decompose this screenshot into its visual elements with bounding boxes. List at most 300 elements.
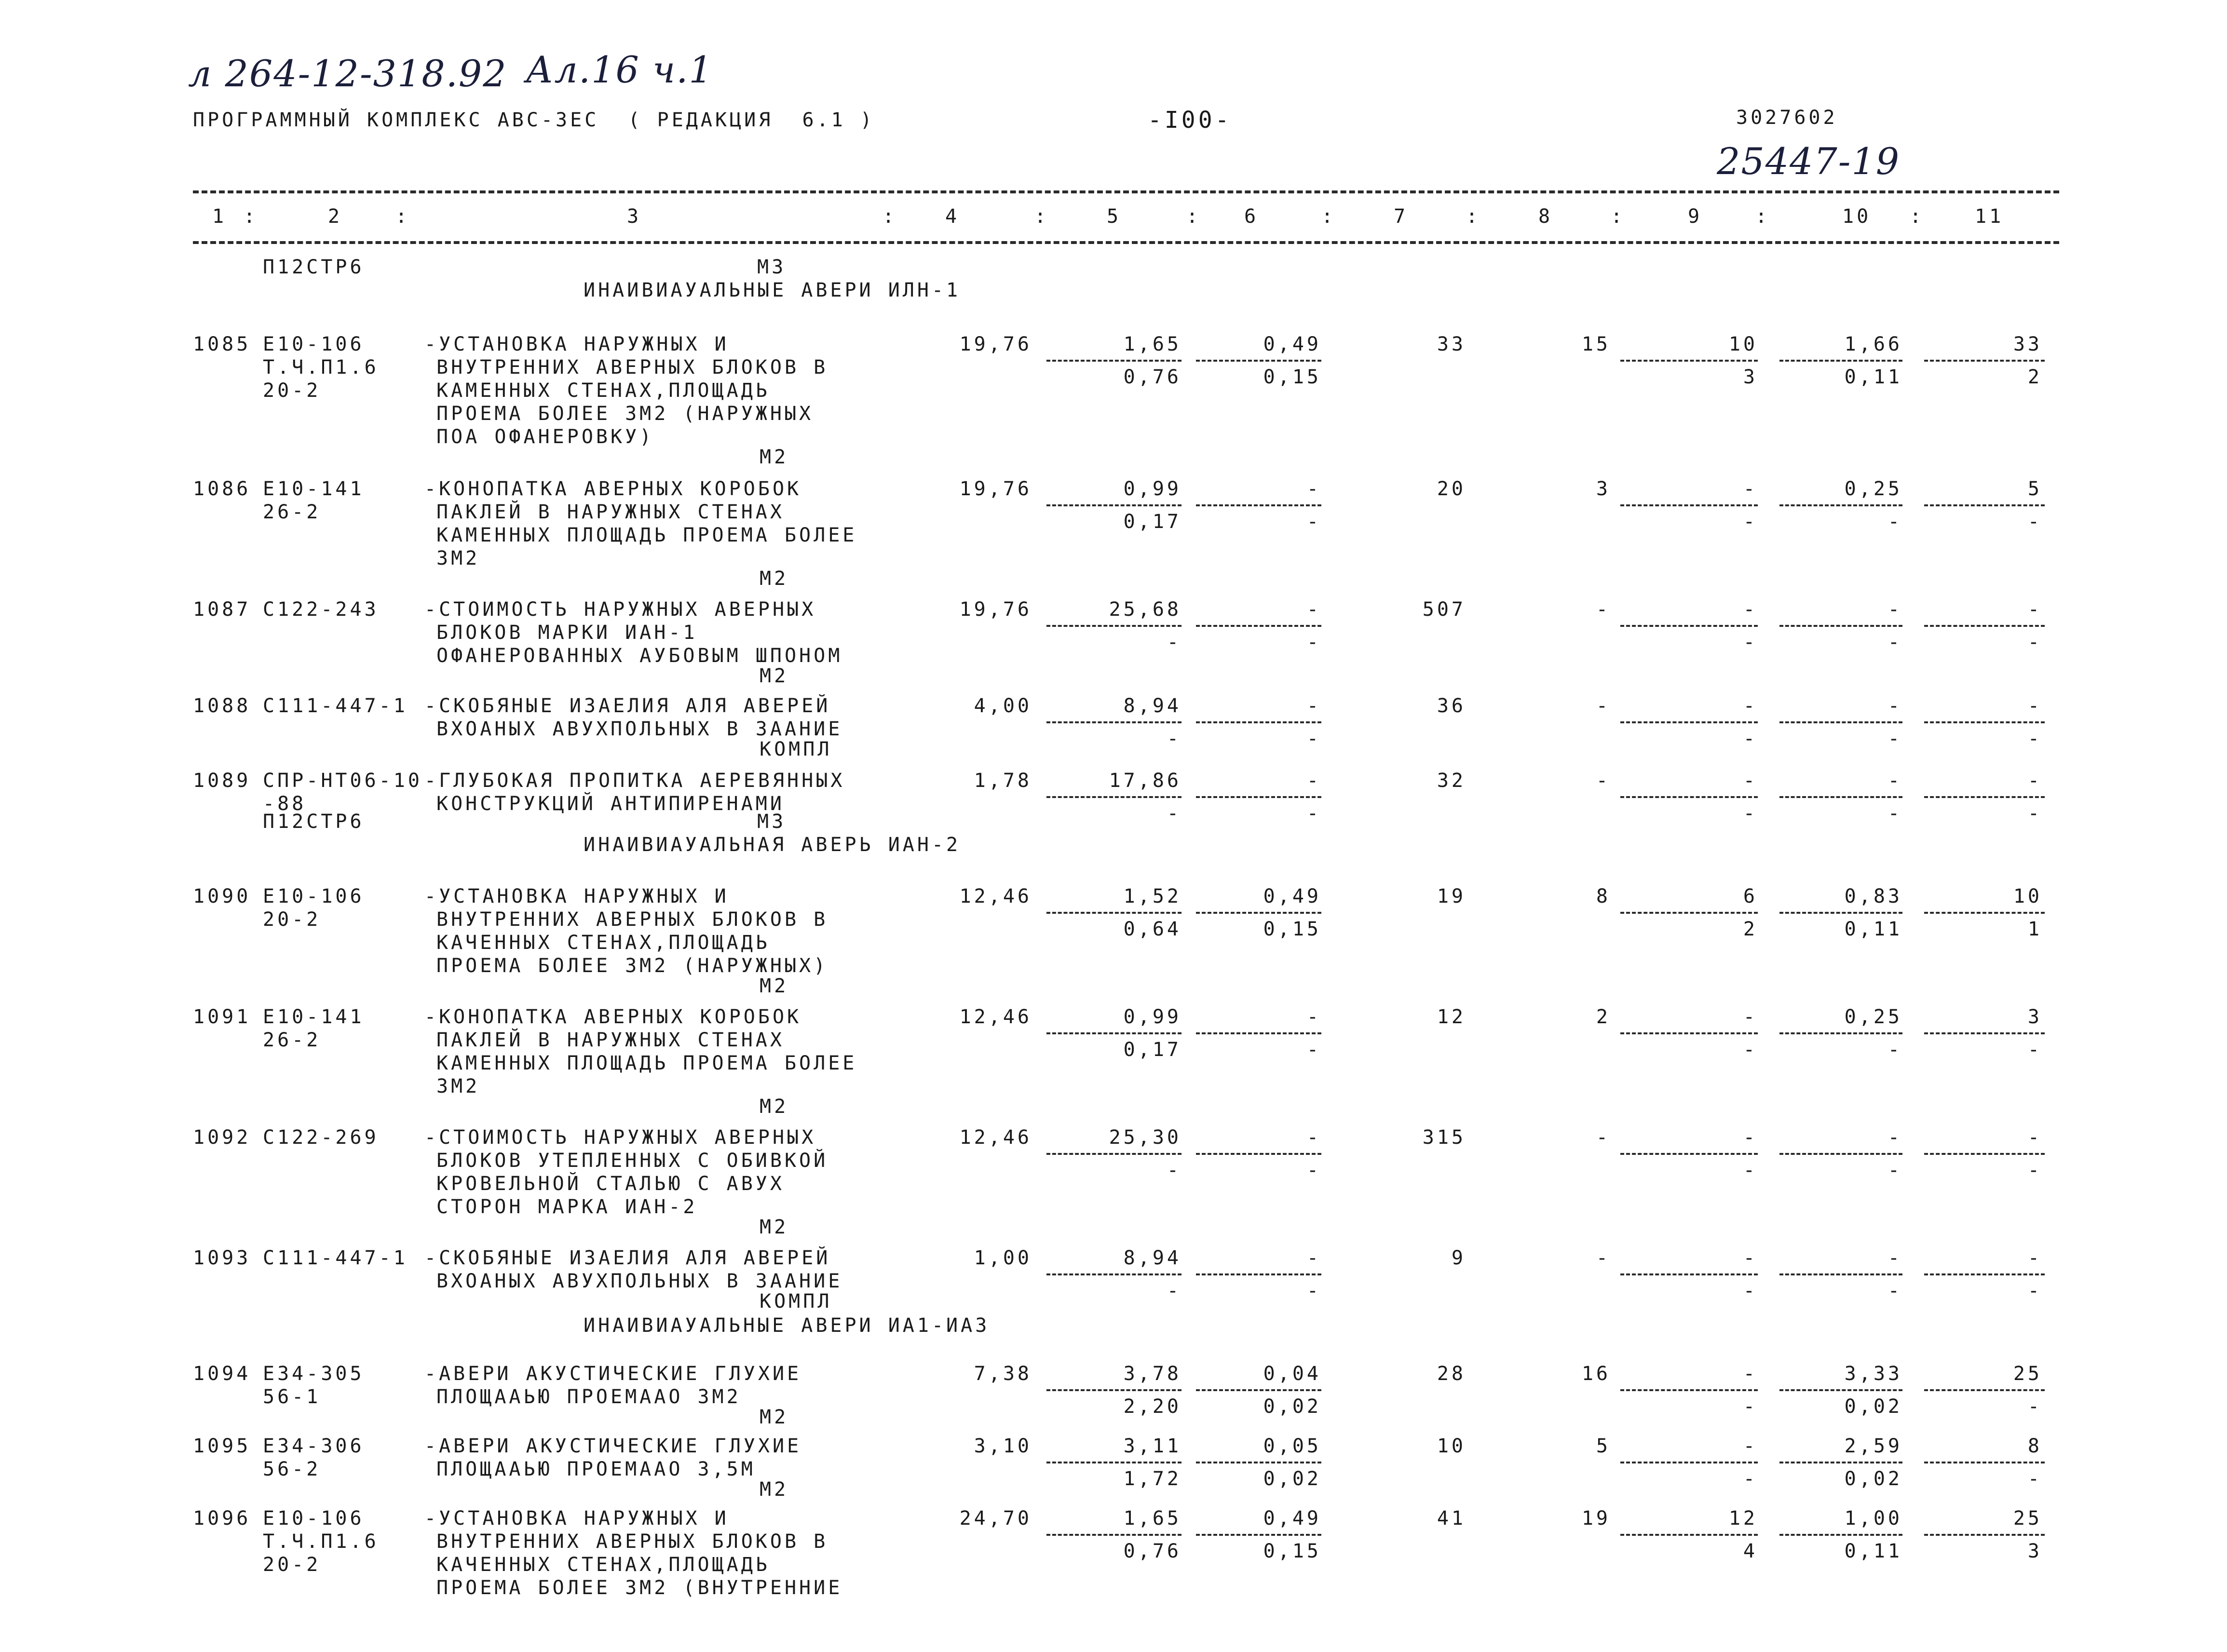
cell-c10b: - xyxy=(1888,1159,1902,1181)
row-subtotal-divider xyxy=(1196,1389,1321,1391)
row-subtotal-divider xyxy=(1620,360,1758,362)
row-subtotal-divider xyxy=(1779,721,1902,723)
row-number: 1089 xyxy=(193,770,251,792)
row-subtotal-divider xyxy=(1046,1032,1181,1034)
row-description-line: -ГЛУБОКАЯ ПРОПИТКА АЕРЕВЯННЫХ xyxy=(424,770,845,792)
cell-c6: 0,49 xyxy=(1263,885,1321,907)
row-subtotal-divider xyxy=(1779,1032,1902,1034)
row-subtotal-divider xyxy=(1196,1032,1321,1034)
row-subtotal-divider xyxy=(1924,1534,2045,1536)
cell-c4: 7,38 xyxy=(974,1363,1032,1385)
column-header-cell: : xyxy=(883,205,897,228)
row-subtotal-divider xyxy=(1924,1032,2045,1034)
row-subtotal-divider xyxy=(1620,1032,1758,1034)
cell-c11b: - xyxy=(2027,802,2042,825)
cell-c5b: 2,20 xyxy=(1123,1395,1181,1418)
cell-c8: - xyxy=(1596,695,1611,717)
cell-c5b: 0,17 xyxy=(1123,1039,1181,1061)
cell-c11b: - xyxy=(2027,1039,2042,1061)
cell-c6: - xyxy=(1306,478,1321,500)
cell-c9: - xyxy=(1743,770,1758,792)
row-description-line: ПРОЕМА БОЛЕЕ 3М2 (НАРУЖНЫХ xyxy=(436,403,814,425)
cell-c10: - xyxy=(1888,695,1902,717)
cell-c9b: - xyxy=(1743,1395,1758,1418)
row-description-line: -СТОИМОСТЬ НАРУЖНЫХ АВЕРНЫХ xyxy=(424,1126,816,1149)
row-code: С111-447-1 xyxy=(263,695,408,717)
top-divider xyxy=(193,190,2059,193)
cell-c5: 1,65 xyxy=(1123,333,1181,355)
row-description-line: -УСТАНОВКА НАРУЖНЫХ И xyxy=(424,885,729,907)
cell-c7: 33 xyxy=(1437,333,1466,355)
row-unit: М2 xyxy=(760,1478,789,1501)
section-code: П12СТР6 xyxy=(263,811,365,833)
row-subtotal-divider xyxy=(1779,625,1902,627)
cell-c5: 8,94 xyxy=(1123,695,1181,717)
row-subtotal-divider xyxy=(1924,796,2045,798)
row-number: 1086 xyxy=(193,478,251,500)
row-subtotal-divider xyxy=(1046,912,1181,914)
row-unit: М2 xyxy=(760,1096,789,1118)
row-subtotal-divider xyxy=(1620,1273,1758,1275)
row-number: 1085 xyxy=(193,333,251,355)
cell-c9: - xyxy=(1743,478,1758,500)
cell-c10: 1,66 xyxy=(1844,333,1902,355)
row-description-line: ВНУТРЕННИХ АВЕРНЫХ БЛОКОВ В xyxy=(436,1530,828,1553)
row-description-line: КАМЕННЫХ ПЛОЩАДЬ ПРОЕМА БОЛЕЕ xyxy=(436,524,857,546)
cell-c4: 1,78 xyxy=(974,770,1032,792)
cell-c5: 25,68 xyxy=(1109,598,1181,621)
cell-c9b: - xyxy=(1743,728,1758,750)
column-header-cell: 1 xyxy=(212,205,227,228)
row-description-line: КРОВЕЛЬНОЙ СТАЛЬЮ С АВУХ xyxy=(436,1173,785,1195)
row-subtotal-divider xyxy=(1779,360,1902,362)
cell-c11: - xyxy=(2027,1247,2042,1269)
cell-c9b: 3 xyxy=(1743,366,1758,388)
cell-c6b: 0,15 xyxy=(1263,1540,1321,1562)
row-code-line2: Т.Ч.П1.6 xyxy=(263,356,379,379)
row-subtotal-divider xyxy=(1779,1462,1902,1463)
row-description-line: ВНУТРЕННИХ АВЕРНЫХ БЛОКОВ В xyxy=(436,908,828,931)
cell-c10: 3,33 xyxy=(1844,1363,1902,1385)
row-subtotal-divider xyxy=(1196,504,1321,506)
cell-c8: 3 xyxy=(1596,478,1611,500)
row-description-line: ПРОЕМА БОЛЕЕ 3М2 (ВНУТРЕННИЕ xyxy=(436,1577,843,1599)
cell-c9: - xyxy=(1743,1126,1758,1149)
cell-c6: - xyxy=(1306,1006,1321,1028)
cell-c10b: - xyxy=(1888,728,1902,750)
row-number: 1093 xyxy=(193,1247,251,1269)
cell-c7: 36 xyxy=(1437,695,1466,717)
cell-c9: 10 xyxy=(1728,333,1758,355)
cell-c8: 2 xyxy=(1596,1006,1611,1028)
cell-c11: - xyxy=(2027,770,2042,792)
row-description-line: -УСТАНОВКА НАРУЖНЫХ И xyxy=(424,333,729,355)
row-unit: М2 xyxy=(760,1406,789,1428)
row-code-line2: 26-2 xyxy=(263,501,321,523)
row-code: С111-447-1 xyxy=(263,1247,408,1269)
cell-c10: - xyxy=(1888,770,1902,792)
cell-c5: 1,65 xyxy=(1123,1507,1181,1530)
cell-c4: 4,00 xyxy=(974,695,1032,717)
column-header-cell: : xyxy=(244,205,258,228)
cell-c6b: - xyxy=(1306,511,1321,533)
cell-c6: - xyxy=(1306,1126,1321,1149)
row-code: С122-243 xyxy=(263,598,379,621)
cell-c4: 12,46 xyxy=(959,885,1032,907)
cell-c9: - xyxy=(1743,1247,1758,1269)
column-header-cell: 9 xyxy=(1688,205,1703,228)
cell-c5b: 1,72 xyxy=(1123,1468,1181,1490)
cell-c5b: - xyxy=(1167,728,1181,750)
cell-c9b: - xyxy=(1743,1159,1758,1181)
column-header-cell: 11 xyxy=(1975,205,2004,228)
row-subtotal-divider xyxy=(1196,912,1321,914)
cell-c11: 5 xyxy=(2027,478,2042,500)
cell-c9: - xyxy=(1743,1435,1758,1457)
row-number: 1096 xyxy=(193,1507,251,1530)
cell-c10: - xyxy=(1888,598,1902,621)
cell-c6b: - xyxy=(1306,728,1321,750)
row-subtotal-divider xyxy=(1196,721,1321,723)
row-code: Е10-106 xyxy=(263,333,365,355)
row-description-line: БЛОКОВ МАРКИ ИАН-1 xyxy=(436,622,698,644)
row-subtotal-divider xyxy=(1620,1389,1758,1391)
cell-c7: 28 xyxy=(1437,1363,1466,1385)
row-number: 1090 xyxy=(193,885,251,907)
column-header-cell: 2 xyxy=(328,205,343,228)
row-code: СПР-НТ06-10 xyxy=(263,770,422,792)
cell-c9b: - xyxy=(1743,1468,1758,1490)
row-unit: М2 xyxy=(760,1216,789,1238)
cell-c5: 1,52 xyxy=(1123,885,1181,907)
row-subtotal-divider xyxy=(1046,1153,1181,1155)
cell-c7: 12 xyxy=(1437,1006,1466,1028)
cell-c10: 0,25 xyxy=(1844,1006,1902,1028)
section-title: ИНАИВИАУАЛЬНЫЕ АВЕРИ ИА1-ИАЗ xyxy=(584,1314,990,1337)
row-subtotal-divider xyxy=(1046,1273,1181,1275)
row-number: 1087 xyxy=(193,598,251,621)
row-unit: М2 xyxy=(760,975,789,997)
cell-c9: - xyxy=(1743,1363,1758,1385)
column-header-cell: : xyxy=(395,205,410,228)
cell-c6b: 0,02 xyxy=(1263,1468,1321,1490)
cell-c9: - xyxy=(1743,1006,1758,1028)
cell-c8: 16 xyxy=(1581,1363,1611,1385)
cell-c8: 19 xyxy=(1581,1507,1611,1530)
row-description-line: ВНУТРЕННИХ АВЕРНЫХ БЛОКОВ В xyxy=(436,356,828,379)
row-description-line: КОНСТРУКЦИЙ АНТИПИРЕНАМИ xyxy=(436,793,785,815)
row-unit: КОМПЛ xyxy=(760,1290,832,1313)
cell-c7: 20 xyxy=(1437,478,1466,500)
cell-c9b: - xyxy=(1743,631,1758,653)
cell-c11b: - xyxy=(2027,511,2042,533)
cell-c6b: 0,15 xyxy=(1263,366,1321,388)
column-header-cell: : xyxy=(1034,205,1049,228)
cell-c9: 6 xyxy=(1743,885,1758,907)
cell-c5: 0,99 xyxy=(1123,478,1181,500)
cell-c5b: 0,76 xyxy=(1123,1540,1181,1562)
column-header-cell: : xyxy=(1910,205,1925,228)
row-subtotal-divider xyxy=(1620,1534,1758,1536)
cell-c10b: - xyxy=(1888,1039,1902,1061)
cell-c4: 19,76 xyxy=(959,333,1032,355)
cell-c10b: - xyxy=(1888,1280,1902,1302)
cell-c4: 12,46 xyxy=(959,1126,1032,1149)
row-description-line: 3М2 xyxy=(436,1075,480,1097)
handwritten-album-ref: Ал.16 ч.1 xyxy=(526,48,713,91)
cell-c8: 5 xyxy=(1596,1435,1611,1457)
row-description-line: -КОНОПАТКА АВЕРНЫХ КОРОБОК xyxy=(424,1006,802,1028)
header-divider xyxy=(193,241,2059,244)
cell-c11b: - xyxy=(2027,728,2042,750)
cell-c4: 24,70 xyxy=(959,1507,1032,1530)
row-description-line: -СТОИМОСТЬ НАРУЖНЫХ АВЕРНЫХ xyxy=(424,598,816,621)
cell-c6b: - xyxy=(1306,1280,1321,1302)
row-description-line: СТОРОН МАРКА ИАН-2 xyxy=(436,1196,698,1218)
cell-c6: 0,49 xyxy=(1263,1507,1321,1530)
cell-c11b: 2 xyxy=(2027,366,2042,388)
row-description-line: -УСТАНОВКА НАРУЖНЫХ И xyxy=(424,1507,729,1530)
column-header-cell: 8 xyxy=(1538,205,1553,228)
cell-c7: 507 xyxy=(1422,598,1466,621)
row-subtotal-divider xyxy=(1046,1534,1181,1536)
row-number: 1092 xyxy=(193,1126,251,1149)
row-description-line: КАМЕННЫХ СТЕНАХ,ПЛОЩАДЬ xyxy=(436,379,770,402)
row-number: 1088 xyxy=(193,695,251,717)
cell-c8: - xyxy=(1596,598,1611,621)
handwritten-number: 25447-19 xyxy=(1717,140,1901,183)
row-code: Е34-306 xyxy=(263,1435,365,1457)
cell-c8: - xyxy=(1596,770,1611,792)
cell-c10b: - xyxy=(1888,631,1902,653)
row-description-line: -СКОБЯНЫЕ ИЗАЕЛИЯ АЛЯ АВЕРЕЙ xyxy=(424,695,831,717)
row-unit: М2 xyxy=(760,446,789,468)
cell-c8: - xyxy=(1596,1247,1611,1269)
column-header-cell: 7 xyxy=(1394,205,1409,228)
row-subtotal-divider xyxy=(1924,912,2045,914)
row-subtotal-divider xyxy=(1620,1153,1758,1155)
row-code: Е34-305 xyxy=(263,1363,365,1385)
row-subtotal-divider xyxy=(1779,1153,1902,1155)
row-subtotal-divider xyxy=(1779,796,1902,798)
cell-c9b: 2 xyxy=(1743,918,1758,940)
cell-c10b: 0,11 xyxy=(1844,366,1902,388)
row-code: Е10-141 xyxy=(263,1006,365,1028)
row-description-line: ПАКЛЕЙ В НАРУЖНЫХ СТЕНАХ xyxy=(436,1029,785,1051)
cell-c6b: - xyxy=(1306,1159,1321,1181)
row-subtotal-divider xyxy=(1046,1389,1181,1391)
cell-c11b: - xyxy=(2027,1280,2042,1302)
cell-c4: 3,10 xyxy=(974,1435,1032,1457)
cell-c5b: 0,17 xyxy=(1123,511,1181,533)
row-description-line: КАМЕННЫХ ПЛОЩАДЬ ПРОЕМА БОЛЕЕ xyxy=(436,1052,857,1074)
row-subtotal-divider xyxy=(1924,360,2045,362)
cell-c9b: - xyxy=(1743,1280,1758,1302)
cell-c11: - xyxy=(2027,695,2042,717)
row-description-line: ВХОАНЫХ АВУХПОЛЬНЫХ В ЗААНИЕ xyxy=(436,1270,843,1292)
row-subtotal-divider xyxy=(1196,360,1321,362)
column-header-cell: 6 xyxy=(1244,205,1259,228)
row-code: Е10-106 xyxy=(263,885,365,907)
cell-c6: 0,49 xyxy=(1263,333,1321,355)
row-code-line2: Т.Ч.П1.6 xyxy=(263,1530,379,1553)
row-description-line: КАЧЕННЫХ СТЕНАХ,ПЛОЩАДЬ xyxy=(436,932,770,954)
section-title: ИНАИВИАУАЛЬНАЯ АВЕРЬ ИАН-2 xyxy=(584,834,961,856)
cell-c6b: 0,15 xyxy=(1263,918,1321,940)
row-description-line: -КОНОПАТКА АВЕРНЫХ КОРОБОК xyxy=(424,478,802,500)
cell-c6: - xyxy=(1306,695,1321,717)
row-code-line3: 20-2 xyxy=(263,379,321,402)
cell-c10b: 0,11 xyxy=(1844,1540,1902,1562)
cell-c11b: - xyxy=(2027,631,2042,653)
row-subtotal-divider xyxy=(1620,912,1758,914)
row-code: Е10-141 xyxy=(263,478,365,500)
cell-c9b: - xyxy=(1743,802,1758,825)
row-description-line: ВХОАНЫХ АВУХПОЛЬНЫХ В ЗААНИЕ xyxy=(436,718,843,740)
cell-c5: 3,11 xyxy=(1123,1435,1181,1457)
cell-c7: 32 xyxy=(1437,770,1466,792)
cell-c10b: 0,02 xyxy=(1844,1468,1902,1490)
cell-c9: 12 xyxy=(1728,1507,1758,1530)
row-subtotal-divider xyxy=(1196,1153,1321,1155)
cell-c6: - xyxy=(1306,770,1321,792)
row-subtotal-divider xyxy=(1046,796,1181,798)
cell-c5b: 0,64 xyxy=(1123,918,1181,940)
cell-c11b: - xyxy=(2027,1159,2042,1181)
cell-c11: 8 xyxy=(2027,1435,2042,1457)
cell-c5: 0,99 xyxy=(1123,1006,1181,1028)
row-subtotal-divider xyxy=(1620,504,1758,506)
cell-c5b: 0,76 xyxy=(1123,366,1181,388)
row-subtotal-divider xyxy=(1779,1273,1902,1275)
row-description-line: ПЛОЩААЬЮ ПРОЕМААО 3М2 xyxy=(436,1386,741,1408)
cell-c10b: - xyxy=(1888,511,1902,533)
row-subtotal-divider xyxy=(1924,721,2045,723)
column-header-cell: 3 xyxy=(627,205,642,228)
row-description-line: ПОА ОФАНЕРОВКУ) xyxy=(436,426,654,448)
cell-c9b: - xyxy=(1743,511,1758,533)
row-subtotal-divider xyxy=(1620,796,1758,798)
row-subtotal-divider xyxy=(1779,504,1902,506)
page-number: -I00- xyxy=(1148,107,1232,134)
row-description-line: ПРОЕМА БОЛЕЕ 3М2 (НАРУЖНЫХ) xyxy=(436,955,828,977)
cell-c9b: 4 xyxy=(1743,1540,1758,1562)
cell-c7: 19 xyxy=(1437,885,1466,907)
cell-c10b: 0,02 xyxy=(1844,1395,1902,1418)
column-header-cell: : xyxy=(1466,205,1481,228)
cell-c9: - xyxy=(1743,598,1758,621)
cell-c4: 1,00 xyxy=(974,1247,1032,1269)
cell-c7: 41 xyxy=(1437,1507,1466,1530)
cell-c6b: 0,02 xyxy=(1263,1395,1321,1418)
cell-c11: 10 xyxy=(2013,885,2042,907)
row-subtotal-divider xyxy=(1924,1462,2045,1463)
cell-c11: 33 xyxy=(2013,333,2042,355)
row-code-line2: 26-2 xyxy=(263,1029,321,1051)
row-description-line: ОФАНЕРОВАННЫХ АУБОВЫМ ШПОНОМ xyxy=(436,645,843,667)
section-unit: М3 xyxy=(757,811,787,833)
section-unit: М3 xyxy=(757,256,787,278)
cell-c6b: - xyxy=(1306,631,1321,653)
row-subtotal-divider xyxy=(1924,1389,2045,1391)
column-header-cell: 5 xyxy=(1107,205,1122,228)
row-subtotal-divider xyxy=(1924,504,2045,506)
cell-c11: 3 xyxy=(2027,1006,2042,1028)
column-header-cell: 10 xyxy=(1842,205,1872,228)
cell-c11: 25 xyxy=(2013,1507,2042,1530)
row-subtotal-divider xyxy=(1046,504,1181,506)
cell-c10: 1,00 xyxy=(1844,1507,1902,1530)
section-code: П12СТР6 xyxy=(263,256,365,278)
cell-c8: 15 xyxy=(1581,333,1611,355)
row-subtotal-divider xyxy=(1620,1462,1758,1463)
cell-c10: 2,59 xyxy=(1844,1435,1902,1457)
cell-c9: - xyxy=(1743,695,1758,717)
cell-c10: 0,83 xyxy=(1844,885,1902,907)
row-subtotal-divider xyxy=(1196,625,1321,627)
cell-c6: - xyxy=(1306,598,1321,621)
column-header-cell: : xyxy=(1755,205,1770,228)
cell-c7: 9 xyxy=(1451,1247,1466,1269)
row-code-line3: 20-2 xyxy=(263,1554,321,1576)
row-subtotal-divider xyxy=(1620,625,1758,627)
program-header: ПРОГРАММНЫЙ КОМПЛЕКС АВС-3ЕС ( РЕДАКЦИЯ 6.1 ) xyxy=(193,109,875,131)
row-description-line: -СКОБЯНЫЕ ИЗАЕЛИЯ АЛЯ АВЕРЕЙ xyxy=(424,1247,831,1269)
row-subtotal-divider xyxy=(1924,1153,2045,1155)
column-header-cell: 4 xyxy=(945,205,960,228)
cell-c11b: 3 xyxy=(2027,1540,2042,1562)
row-subtotal-divider xyxy=(1196,1462,1321,1463)
cell-c6: 0,04 xyxy=(1263,1363,1321,1385)
cell-c11b: - xyxy=(2027,1468,2042,1490)
handwritten-doc-ref: л 264-12-318.92 xyxy=(188,52,507,95)
cell-c4: 12,46 xyxy=(959,1006,1032,1028)
row-subtotal-divider xyxy=(1779,1534,1902,1536)
cell-c5b: - xyxy=(1167,1159,1181,1181)
cell-c10: 0,25 xyxy=(1844,478,1902,500)
row-description-line: -АВЕРИ АКУСТИЧЕСКИЕ ГЛУХИЕ xyxy=(424,1435,802,1457)
row-code: Е10-106 xyxy=(263,1507,365,1530)
row-code-line2: 20-2 xyxy=(263,908,321,931)
row-subtotal-divider xyxy=(1779,912,1902,914)
row-subtotal-divider xyxy=(1046,1462,1181,1463)
row-number: 1095 xyxy=(193,1435,251,1457)
cell-c11b: - xyxy=(2027,1395,2042,1418)
row-subtotal-divider xyxy=(1924,625,2045,627)
row-subtotal-divider xyxy=(1046,360,1181,362)
row-subtotal-divider xyxy=(1196,796,1321,798)
row-subtotal-divider xyxy=(1779,1389,1902,1391)
section-title: ИНАИВИАУАЛЬНЫЕ АВЕРИ ИЛН-1 xyxy=(584,279,961,301)
cell-c6: - xyxy=(1306,1247,1321,1269)
cell-c8: - xyxy=(1596,1126,1611,1149)
column-header-cell: : xyxy=(1611,205,1626,228)
row-subtotal-divider xyxy=(1046,721,1181,723)
cell-c4: 19,76 xyxy=(959,478,1032,500)
row-unit: М2 xyxy=(760,568,789,590)
row-description-line: КАЧЕННЫХ СТЕНАХ,ПЛОЩАДЬ xyxy=(436,1554,770,1576)
cell-c11: 25 xyxy=(2013,1363,2042,1385)
row-code: С122-269 xyxy=(263,1126,379,1149)
cell-c5b: - xyxy=(1167,802,1181,825)
cell-c7: 315 xyxy=(1422,1126,1466,1149)
cell-c10: - xyxy=(1888,1126,1902,1149)
cell-c10b: - xyxy=(1888,802,1902,825)
column-header-cell: : xyxy=(1321,205,1336,228)
cell-c6: 0,05 xyxy=(1263,1435,1321,1457)
cell-c5: 25,30 xyxy=(1109,1126,1181,1149)
cell-c8: 8 xyxy=(1596,885,1611,907)
